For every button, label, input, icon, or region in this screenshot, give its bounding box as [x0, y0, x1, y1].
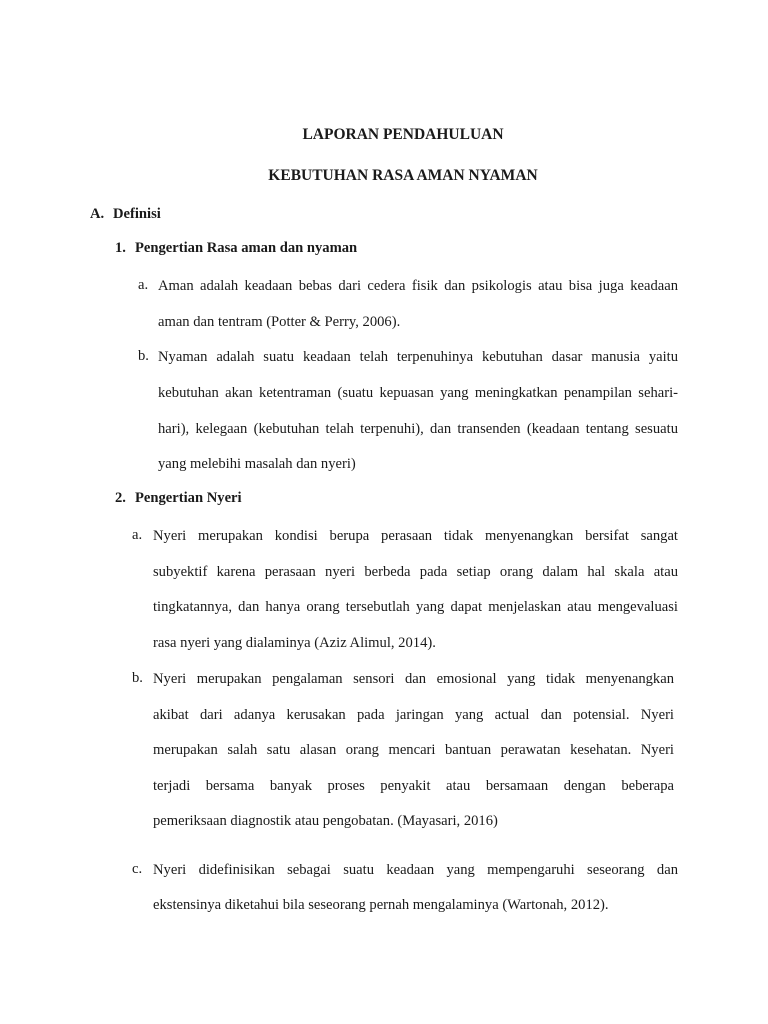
paragraph-line: terjadi bersama banyak proses penyakit atau bersamaan dengan beberapa [153, 778, 674, 794]
subsection-label: Pengertian Rasa aman dan nyaman [135, 240, 358, 256]
subsection-heading-2 [115, 490, 242, 507]
subsection-number: 1. [115, 240, 126, 256]
paragraph-line: hari), kelegaan (kebutuhan telah terpenuhi), dan transenden (keadaan tentang sesuatu [158, 421, 678, 437]
list-marker: a. [132, 527, 143, 543]
paragraph-line: Aman adalah keadaan bebas dari cedera fisik dan psikologis atau bisa juga keadaan [158, 278, 678, 294]
section-heading-a [90, 206, 161, 223]
document-subtitle: KEBUTUHAN RASA AMAN NYAMAN [268, 167, 538, 184]
paragraph-line: Nyaman adalah suatu keadaan telah terpenuhinya kebutuhan dasar manusia yaitu [158, 349, 678, 365]
list-marker: b. [138, 348, 149, 364]
section-number: A. [90, 206, 105, 222]
paragraph-line: aman dan tentram (Potter & Perry, 2006). [158, 314, 401, 330]
paragraph-line: rasa nyeri yang dialaminya (Aziz Alimul, 2014). [153, 635, 436, 651]
paragraph-line: kebutuhan akan ketentraman (suatu kepuasan yang meningkatkan penampilan sehari- [158, 385, 678, 401]
subsection-number: 2. [115, 490, 126, 506]
paragraph-line: merupakan salah satu alasan orang mencari bantuan perawatan kesehatan. Nyeri [153, 742, 674, 758]
paragraph-line: Nyeri didefinisikan sebagai suatu keadaan yang mempengaruhi seseorang dan [153, 862, 678, 878]
list-marker: b. [132, 670, 143, 686]
paragraph-line: subyektif karena perasaan nyeri berbeda pada setiap orang dalam hal skala atau [153, 564, 678, 580]
subsection-heading-1 [115, 240, 357, 257]
subsection-label: Pengertian Nyeri [135, 490, 242, 506]
paragraph-line: Nyeri merupakan pengalaman sensori dan emosional yang tidak menyenangkan [153, 671, 674, 687]
paragraph-line: pemeriksaan diagnostik atau pengobatan. (Mayasari, 2016) [153, 813, 498, 829]
list-marker: c. [132, 861, 143, 877]
document-title: LAPORAN PENDAHULUAN [302, 126, 504, 143]
list-marker: a. [138, 277, 149, 293]
paragraph-line: tingkatannya, dan hanya orang tersebutlah yang dapat menjelaskan atau mengevaluasi [153, 599, 678, 615]
paragraph-line: akibat dari adanya kerusakan pada jaringan yang actual dan potensial. Nyeri [153, 707, 674, 723]
section-label: Definisi [113, 206, 161, 222]
paragraph-line: Nyeri merupakan kondisi berupa perasaan tidak menyenangkan bersifat sangat [153, 528, 678, 544]
paragraph-line: yang melebihi masalah dan nyeri) [158, 456, 356, 472]
paragraph-line: ekstensinya diketahui bila seseorang pernah mengalaminya (Wartonah, 2012). [153, 897, 609, 913]
